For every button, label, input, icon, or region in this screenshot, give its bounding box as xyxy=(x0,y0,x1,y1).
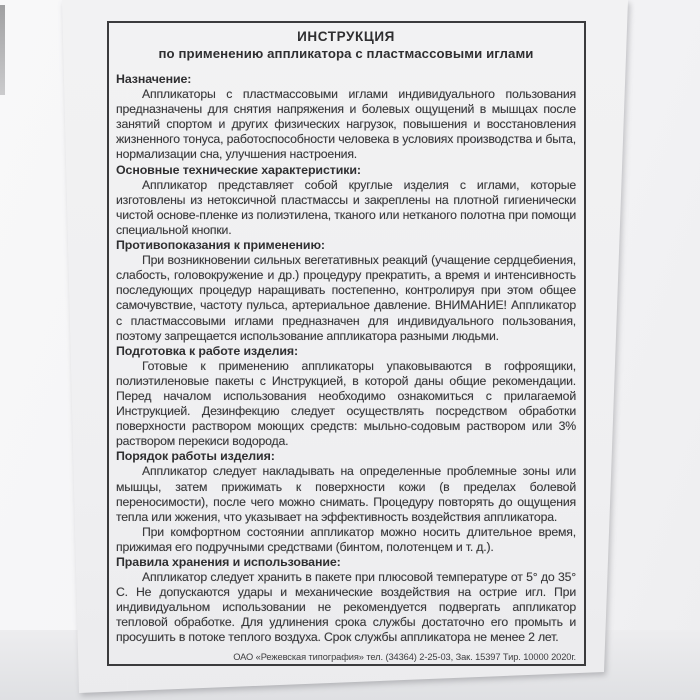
section-paragraph: Аппликаторы с пластмассовыми иглами индивидуального пользования предназначены для снятия напряжения и болевых ощущений в мышцах после занятий спортом и других физических нагрузок, повышения и восстановления жизненного тонуса, работоспособности человека в условиях производства и быта, нормализации сна, улучшения настроения. xyxy=(116,87,576,162)
section-paragraph: При комфортном состоянии аппликатор можно носить длительное время, прижимая его подручными средствами (бинтом, полотенцем и т. д.). xyxy=(116,524,576,554)
instruction-frame xyxy=(107,21,586,666)
section-paragraph: При возникновении сильных вегетативных реакций (учащение сердцебиения, слабость, головокружение и др.) процедуру прекратить, а время и интенсивность последующих процедур наращивать постепенно, контролируя при этом общее самочувствие, частоту пульса, артериальное давление. ВНИМАНИЕ! Аппликатор с пластмассовыми иглами предназначен для индивидуального пользования, поэтому запрещается использование аппликатора разными людьми. xyxy=(116,253,576,343)
section-heading: Противопоказания к применению: xyxy=(116,238,325,253)
section-tech-characteristics xyxy=(116,163,576,238)
section-storage-rules xyxy=(116,555,576,646)
doc-subtitle: по применению аппликатора с пластмассовыми иглами xyxy=(158,46,534,61)
section-heading: Подготовка к работе изделия: xyxy=(116,343,299,358)
section-naznachenie xyxy=(116,72,576,163)
doc-title: ИНСТРУКЦИЯ xyxy=(297,29,395,44)
section-usage-order xyxy=(116,449,576,555)
section-paragraph: Аппликатор представляет собой круглые изделия с иглами, которые изготовлены из нетоксичной пластмассы и закреплены на плотной гигиенически чистой основе-пленке из полиэтилена, тканого или нетканого полотна при помощи специальной кнопки. xyxy=(116,177,576,237)
sections-container xyxy=(116,72,576,659)
section-heading: Основные технические характеристики: xyxy=(116,162,361,177)
section-heading: Порядок работы изделия: xyxy=(116,449,275,464)
section-heading: Правила хранения и использование: xyxy=(116,555,341,569)
print-footer: ОАО «Режевская типография» тел. (34364) 2-25-03, Зак. 15397 Тир. 10000 2020г. xyxy=(233,652,576,662)
section-contraindications xyxy=(116,238,576,344)
section-paragraph: Аппликатор следует хранить в пакете при плюсовой температуре от 5° до 35° С. Не допускаются удары и механические воздействия на острие игл. При индивидуальном использовании не рекомендуется подвергать аппликатор тепловой обработке. Для удлинения срока службы достаточно его промыть и просушить в потоке теплого воздуха. Срок службы аппликатора не менее 2 лет. xyxy=(116,570,576,645)
section-paragraph: Готовые к применению аппликаторы упаковываются в гофроящики, полиэтиленовые пакеты с Инструкцией, в которой даны общие рекомендации. Перед началом использования необходимо ознакомиться с прилагаемой Инструкцией. Дезинфекцию следует осуществлять посредством обработки поверхности раствором моющих средств: мыльно-содовым раствором или 3% раствором перекиси водорода. xyxy=(116,358,576,449)
section-preparation xyxy=(116,344,576,450)
section-paragraph: Аппликатор следует накладывать на определенные проблемные зоны или мышцы, затем прижимать к поверхности кожи (в пределах болевой переносимости), после чего можно снимать. Процедуру повторять до ощущения тепла или жжения, что указывает на эффективность воздействия аппликатора. xyxy=(116,464,576,524)
section-heading: Назначение: xyxy=(116,72,192,86)
